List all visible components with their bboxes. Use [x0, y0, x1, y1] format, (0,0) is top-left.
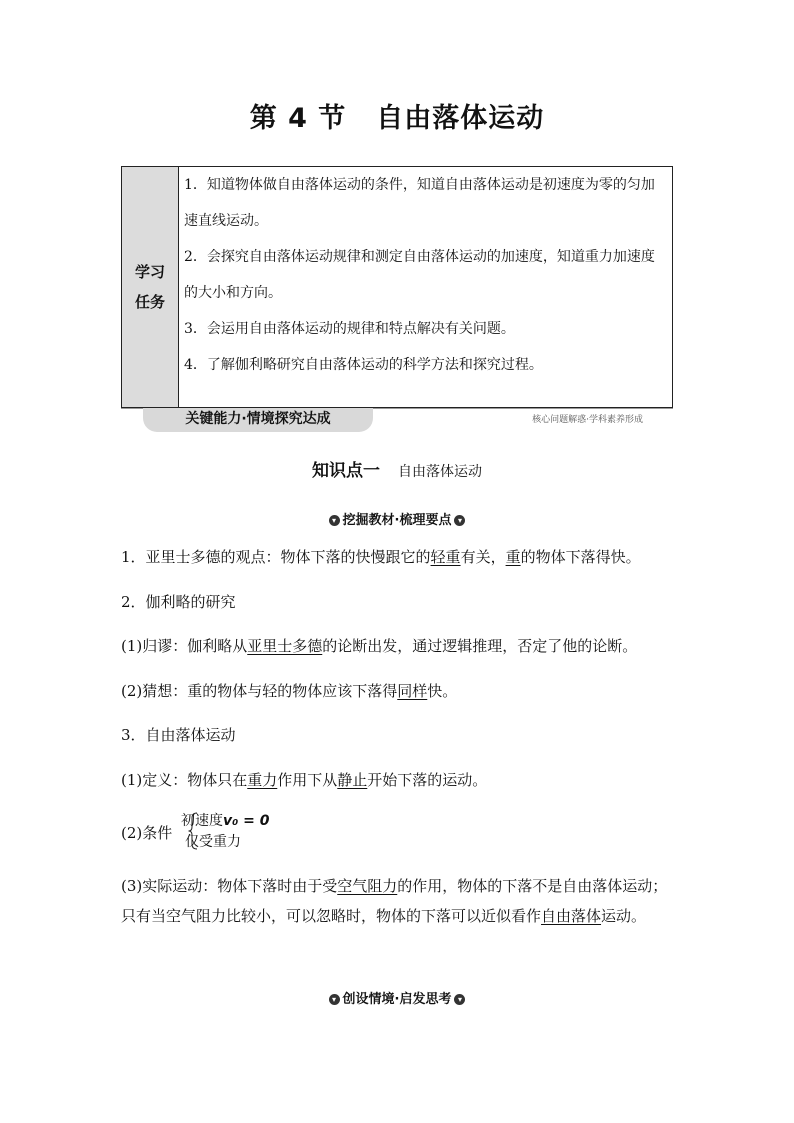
condition-initial-velocity: 初速度v₀ = 0: [181, 813, 270, 829]
task-item: 3．会运用自由落体运动的规律和特点解决有关问题。: [184, 321, 515, 337]
paragraph-aristotle: 1．亚里士多德的观点：物体下落的快慢跟它的轻重有关，重的物体下落得快。: [121, 548, 641, 566]
task-item: 1．知道物体做自由落体运动的条件，知道自由落体运动是初速度为零的匀加速直线运动。: [184, 177, 655, 229]
task-item: 4．了解伽利略研究自由落体运动的科学方法和探究过程。: [184, 357, 543, 373]
condition-gravity-only: 仅受重力: [185, 834, 241, 850]
learning-tasks-label: 学习 任务: [122, 167, 179, 407]
paragraph-reductio: (1)归谬：伽利略从亚里士多德的论断出发，通过逻辑推理，否定了他的论断。: [121, 637, 638, 655]
chevron-down-icon: ▾: [329, 515, 340, 526]
knowledge-point-name: 自由落体运动: [398, 464, 482, 480]
paragraph-free-fall-heading: 3．自由落体运动: [121, 726, 236, 744]
paragraph-galileo-heading: 2．伽利略的研究: [121, 593, 236, 611]
banner-title: 关键能力·情境探究达成: [143, 408, 373, 432]
chevron-down-icon: ▾: [329, 994, 340, 1005]
section-name: 自由落体运动: [376, 103, 545, 134]
knowledge-point-number: 知识点一: [312, 461, 380, 481]
chevron-down-icon: ▾: [454, 515, 465, 526]
banner-subtitle: 核心问题解惑·学科素养形成: [532, 415, 643, 425]
velocity-formula: v₀ = 0: [223, 813, 270, 829]
learning-tasks-list: [184, 167, 666, 383]
paragraph-definition: (1)定义：物体只在重力作用下从静止开始下落的运动。: [121, 771, 488, 789]
section-number: 第 4 节: [249, 103, 347, 134]
condition-label: (2)条件: [121, 824, 173, 842]
subheading-scenario: ▾ 创设情境·启发思考 ▾: [0, 988, 794, 1007]
subheading-textbook: ▾ 挖掘教材·梳理要点 ▾: [0, 509, 794, 528]
section-banner: [121, 408, 673, 432]
page-title: [0, 96, 794, 135]
paragraph-actual-motion: (3)实际运动：物体下落时由于受空气阻力的作用，物体的下落不是自由落体运动；只有当空气阻力比较小，可以忽略时，物体的下落可以近似看作自由落体运动。: [121, 877, 668, 925]
paragraph-hypothesis: (2)猜想：重的物体与轻的物体应该下落得同样快。: [121, 682, 458, 700]
task-item: 2．会探究自由落体运动规律和测定自由落体运动的加速度，知道重力加速度的大小和方向。: [184, 249, 655, 301]
learning-tasks-table: [121, 166, 673, 408]
chevron-down-icon: ▾: [454, 994, 465, 1005]
knowledge-point-heading: [0, 456, 794, 481]
